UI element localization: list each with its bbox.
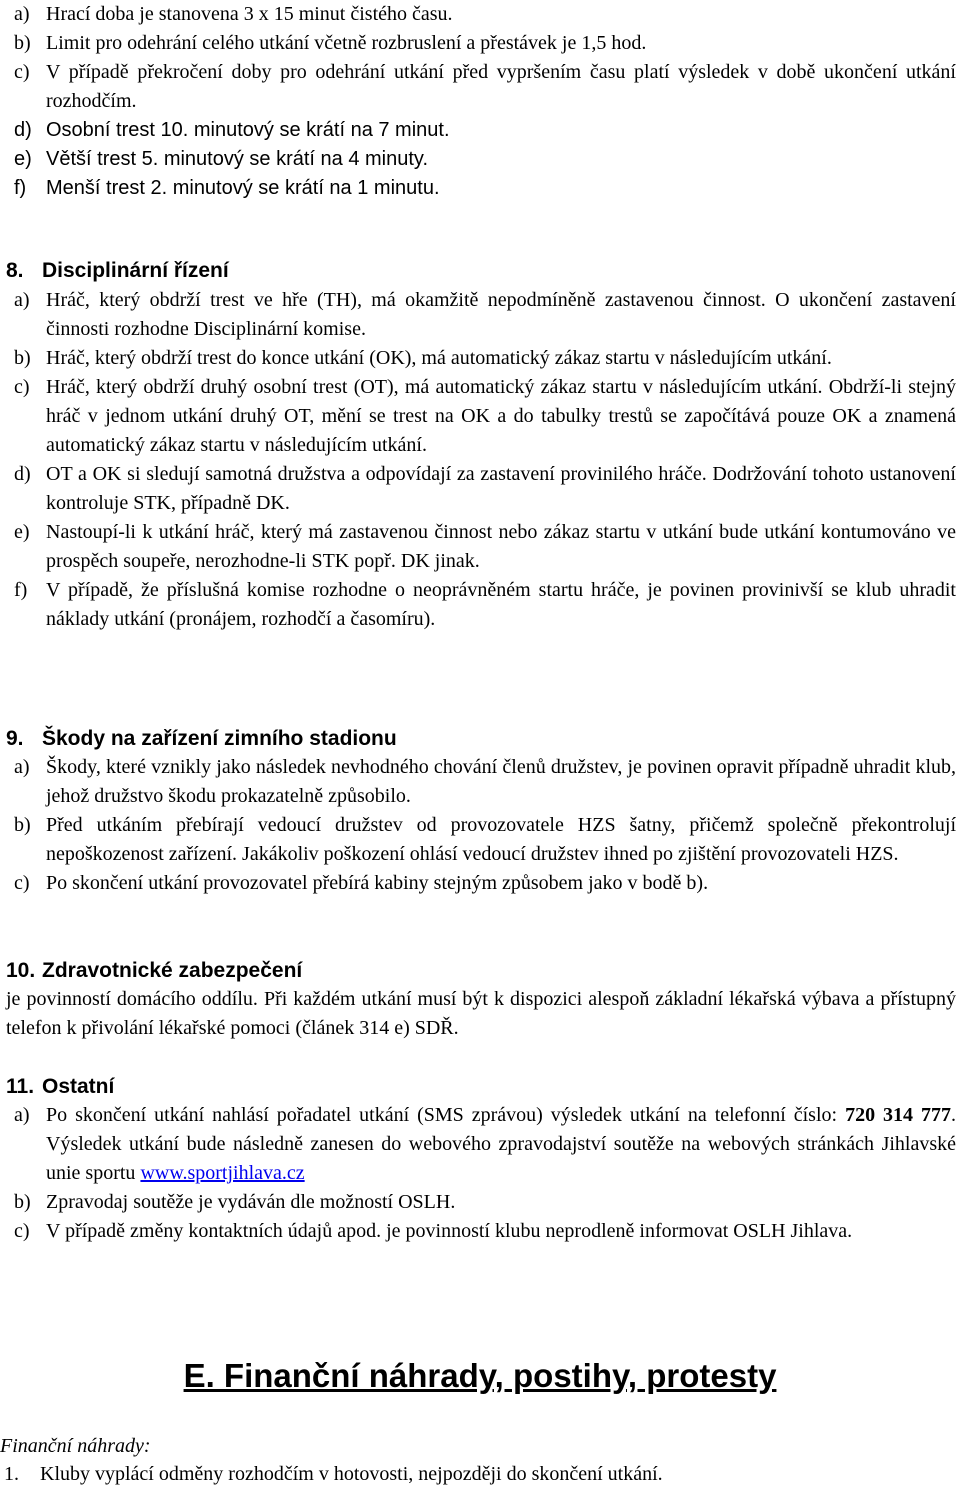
list-item [6, 0, 958, 29]
section8-heading [6, 256, 229, 285]
sportjihlava-link[interactable]: www.sportjihlava.cz [140, 1162, 305, 1184]
section-number: 8. [6, 259, 24, 282]
item-marker: b) [14, 32, 31, 54]
list-item [6, 344, 958, 373]
section11-heading [6, 1072, 114, 1101]
item-text: Nastoupí-li k utkání hráč, který má zastavenou činnost nebo zákaz startu v utkání bude utkání kontumováno ve prospěch soupeře, nerozhodne-li STK popř. DK jinak. [46, 521, 956, 572]
item-marker: a) [14, 756, 30, 778]
item-text: Hráč, který obdrží druhý osobní trest (OT), má automatický zákaz startu v následujícím utkání. Obdrží-li stejný hráč v jednom utkání druhý OT, mění se trest na OK a do tabulky trestů se započítává pouze OK a znamená automatický zákaz startu v následujícím utkání. [46, 376, 956, 456]
section8-list [6, 286, 958, 634]
item-marker: e) [14, 148, 32, 170]
item-text: Hráč, který obdrží trest do konce utkání (OK), má automatický zákaz startu v následujícím utkání. [46, 347, 832, 369]
section-e-list [0, 1460, 952, 1489]
item-text [46, 1101, 958, 1188]
list-item [6, 286, 958, 344]
list-item [6, 460, 958, 518]
list-item [6, 1188, 958, 1217]
section7-list [6, 0, 958, 203]
list-item [6, 145, 958, 174]
item-marker: c) [14, 872, 30, 894]
item-marker: b) [14, 814, 31, 836]
item-a-text-start: Po skončení utkání nahlásí pořadatel utkání (SMS zprávou) výsledek utkání na telefonní číslo: [46, 1104, 846, 1126]
item-marker: c) [14, 376, 30, 398]
section9-list [6, 753, 958, 898]
item-text: V případě, že příslušná komise rozhodne o neoprávněném startu hráče, je povinen provinivší se klub uhradit náklady utkání (pronájem, rozhodčí a časomíru). [46, 579, 956, 630]
section-number: 11. [6, 1075, 35, 1098]
section-number: 9. [6, 727, 24, 750]
item-text: Před utkáním přebírají vedoucí družstev od provozovatele HZS šatny, přičemž společně překontrolují nepoškozenost zařízení. Jakákoliv poškození ohlásí vedoucí družstev ihned po zjištění provozovateli HZS. [46, 814, 956, 865]
item-marker: 1. [4, 1463, 19, 1485]
list-item [6, 174, 958, 203]
list-item [6, 518, 958, 576]
list-item [0, 1460, 952, 1489]
section11-list [6, 1101, 958, 1246]
item-a-text-end: . Výsledek utkání bude následně zanesen do webového zpravodajství soutěže na webových stránkách Jihlavské unie sportu [46, 1104, 957, 1184]
section-title: Ostatní [42, 1075, 115, 1098]
list-item [6, 58, 958, 116]
item-text: Zpravodaj soutěže je vydáván dle možností OSLH. [46, 1191, 456, 1213]
item-marker: f) [14, 177, 27, 199]
item-text: Limit pro odehrání celého utkání včetně rozbruslení a přestávek je 1,5 hod. [46, 32, 647, 54]
phone-number: 720 314 777 [845, 1104, 952, 1126]
item-text: Hrací doba je stanovena 3 x 15 minut čistého času. [46, 3, 453, 25]
section-title: Disciplinární řízení [42, 259, 229, 282]
list-item [6, 116, 958, 145]
list-item [6, 29, 958, 58]
item-text: Větší trest 5. minutový se krátí na 4 minuty. [46, 148, 429, 170]
item-marker: a) [14, 289, 30, 311]
section-title: Zdravotnické zabezpečení [42, 959, 303, 982]
list-item [6, 811, 958, 869]
list-item [6, 1217, 958, 1246]
section-number: 10. [6, 959, 36, 982]
item-text: Po skončení utkání provozovatel přebírá kabiny stejným způsobem jako v bodě b). [46, 872, 709, 894]
item-marker: d) [14, 119, 32, 141]
list-item [6, 373, 958, 460]
item-marker: b) [14, 1191, 31, 1213]
item-marker: a) [14, 1104, 30, 1126]
item-text: OT a OK si sledují samotná družstva a odpovídají za zastavení provinilého hráče. Dodržování tohoto ustanovení kontroluje STK, případně DK. [46, 463, 956, 514]
list-item [6, 1101, 958, 1188]
item-text: Škody, které vznikly jako následek nevhodného chování členů družstev, je povinen opravit případně uhradit klub, jehož družstvo škodu prokazatelně způsobilo. [46, 756, 956, 807]
list-item [6, 576, 958, 634]
item-marker: f) [14, 579, 28, 601]
financial-compensation-subtitle: Finanční náhrady: [0, 1435, 151, 1457]
item-text: V případě překročení doby pro odehrání utkání před vypršením času platí výsledek v době ukončení utkání rozhodčím. [46, 61, 956, 112]
section10-heading [6, 956, 302, 985]
item-marker: c) [14, 1220, 30, 1242]
section-title: Škody na zařízení zimního stadionu [42, 727, 397, 750]
item-marker: c) [14, 61, 30, 83]
item-text: Osobní trest 10. minutový se krátí na 7 minut. [46, 119, 450, 141]
item-marker: d) [14, 463, 31, 485]
section10-text: je povinností domácího oddílu. Při každém utkání musí být k dispozici alespoň základní lékařská výbava a přístupný telefon k přivolání lékařské pomoci (článek 314 e) SDŘ. [6, 988, 956, 1039]
item-text: V případě změny kontaktních údajů apod. je povinností klubu neprodleně informovat OSLH Jihlava. [46, 1220, 853, 1242]
section-e-heading: E. Finanční náhrady, postihy, protesty [183, 1357, 777, 1394]
section9-heading [6, 724, 397, 753]
list-item [6, 753, 958, 811]
item-marker: a) [14, 3, 30, 25]
list-item [6, 869, 958, 898]
item-marker: b) [14, 347, 31, 369]
item-text: Menší trest 2. minutový se krátí na 1 minutu. [46, 177, 440, 199]
item-text: Kluby vyplácí odměny rozhodčím v hotovosti, nejpozději do skončení utkání. [40, 1463, 663, 1485]
item-marker: e) [14, 521, 30, 543]
item-text: Hráč, který obdrží trest ve hře (TH), má okamžitě nepodmíněně zastavenou činnost. O ukončení zastavení činnosti rozhodne Disciplinární komise. [46, 289, 956, 340]
